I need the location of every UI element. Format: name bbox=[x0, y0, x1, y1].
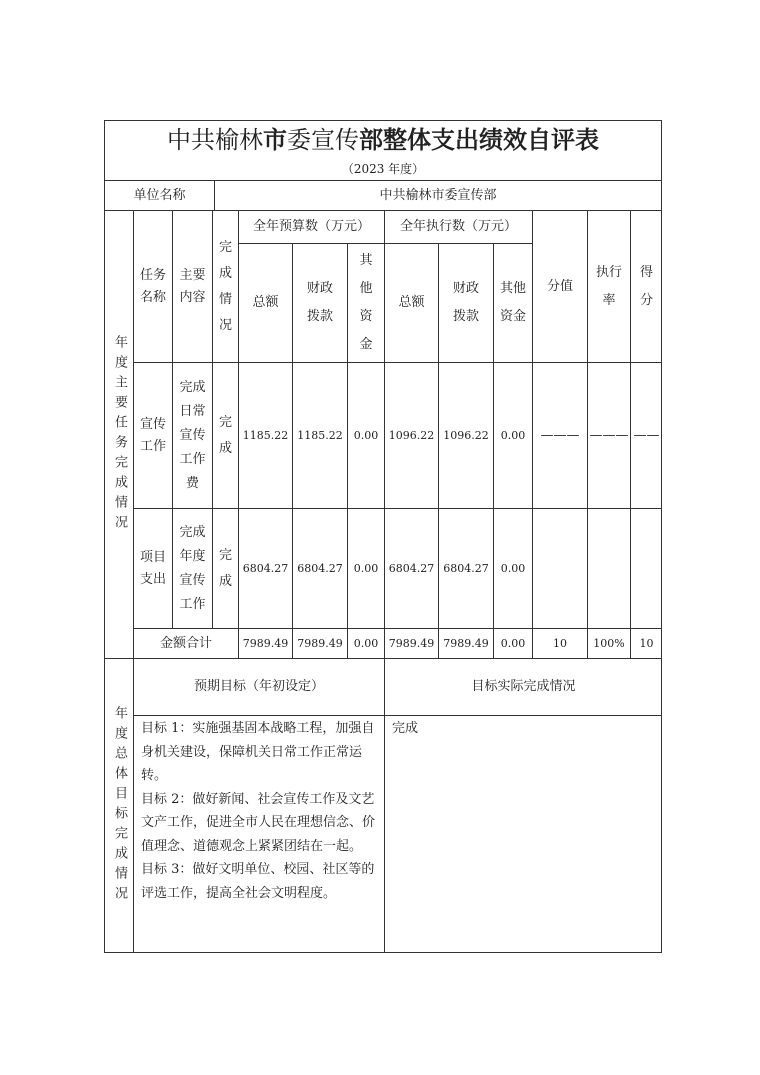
table-row-2-content: 完成年度宣传工作 bbox=[179, 524, 206, 612]
sum-label: 金额合计 bbox=[159, 635, 212, 651]
table-row-2-budget-fiscal: 6804.27 bbox=[297, 561, 343, 575]
sum-exec-other: 0.00 bbox=[500, 636, 526, 650]
table-row-2-budget-total: 6804.27 bbox=[242, 561, 289, 575]
page-title: 中共榆林市委宣传部整体支出绩效自评表 bbox=[167, 125, 599, 154]
table-row-1-exec-fiscal: 1096.22 bbox=[443, 428, 489, 442]
header-budget: 全年预算数（万元） bbox=[252, 219, 370, 234]
sum-exec-fiscal: 7989.49 bbox=[443, 636, 489, 650]
table-row-2-status: 完成 bbox=[218, 547, 232, 589]
table-row-1-exec-total: 1096.22 bbox=[388, 428, 435, 442]
section1-label: 年度主要任务完成情况 bbox=[112, 334, 127, 535]
table-row-1-budget-other: 0.00 bbox=[353, 428, 379, 442]
header-rate: 执行率 bbox=[595, 264, 622, 308]
goal-2: 目标 2：做好新闻、社会宣传工作及文艺文产工作，促进全市人民在理想信念、价值理念、道德观念上紧紧团结在一起。 bbox=[141, 791, 376, 854]
header-exec-fiscal: 财政拨款 bbox=[452, 281, 479, 324]
goal-1: 目标 1：实施强基固本战略工程，加强自身机关建设，保障机关日常工作正常运转。 bbox=[141, 721, 375, 783]
unit-value: 中共榆林市委宣传部 bbox=[379, 187, 497, 203]
row-divider bbox=[133, 715, 662, 716]
table-row-1-budget-fiscal: 1185.22 bbox=[297, 428, 343, 442]
table-row-2-task: 项目支出 bbox=[140, 549, 167, 587]
header-content: 主要内容 bbox=[179, 267, 206, 305]
sum-rate: 100% bbox=[593, 636, 625, 650]
actual-completion-header: 目标实际完成情况 bbox=[471, 679, 576, 694]
header-score: 得分 bbox=[639, 264, 653, 308]
table-row-1-status: 完成 bbox=[218, 414, 232, 456]
sum-budget-total: 7989.49 bbox=[242, 636, 289, 650]
table-row-1-budget-total: 1185.22 bbox=[242, 428, 289, 442]
table-row-1-task: 宣传工作 bbox=[140, 416, 167, 454]
table-row-2-budget-other: 0.00 bbox=[353, 561, 379, 575]
header-task: 任务名称 bbox=[140, 267, 167, 305]
sum-budget-fiscal: 7989.49 bbox=[297, 636, 343, 650]
expected-goals-header: 预期目标（年初设定） bbox=[193, 679, 324, 694]
table-row-1-score-value: ——— bbox=[540, 427, 580, 443]
table-row-2-exec-fiscal: 6804.27 bbox=[443, 561, 489, 575]
sum-score-value: 10 bbox=[553, 636, 567, 650]
header-exec: 全年执行数（万元） bbox=[399, 219, 517, 234]
table-row-2-exec-total: 6804.27 bbox=[388, 561, 435, 575]
header-exec-total: 总额 bbox=[398, 295, 425, 310]
table-row-1-exec-other: 0.00 bbox=[500, 428, 526, 442]
goal-3: 目标 3：做好文明单位、校园、社区等的评选工作，提高全社会文明程度。 bbox=[141, 862, 375, 901]
table-row-1-score: —— bbox=[633, 427, 660, 443]
goal-list bbox=[141, 717, 379, 905]
header-status: 完成情况 bbox=[218, 239, 232, 333]
header-budget-other: 其他资金 bbox=[359, 253, 373, 352]
table-row-2-exec-other: 0.00 bbox=[500, 561, 526, 575]
header-exec-other: 其他资金 bbox=[499, 281, 526, 324]
unit-label: 单位名称 bbox=[133, 187, 186, 203]
sum-exec-total: 7989.49 bbox=[388, 636, 435, 650]
sum-score: 10 bbox=[639, 636, 654, 650]
header-score-value: 分值 bbox=[546, 278, 573, 294]
section2-label: 年度总体目标完成情况 bbox=[112, 706, 127, 906]
table-row-1-content: 完成日常宣传工作费 bbox=[179, 379, 206, 491]
sum-budget-other: 0.00 bbox=[353, 636, 379, 650]
year-label: （2023 年度） bbox=[341, 162, 425, 176]
actual-completion: 完成 bbox=[392, 721, 419, 736]
header-budget-total: 总额 bbox=[252, 295, 279, 310]
header-budget-fiscal: 财政拨款 bbox=[306, 281, 333, 324]
table-row-1-rate: ——— bbox=[589, 427, 629, 443]
